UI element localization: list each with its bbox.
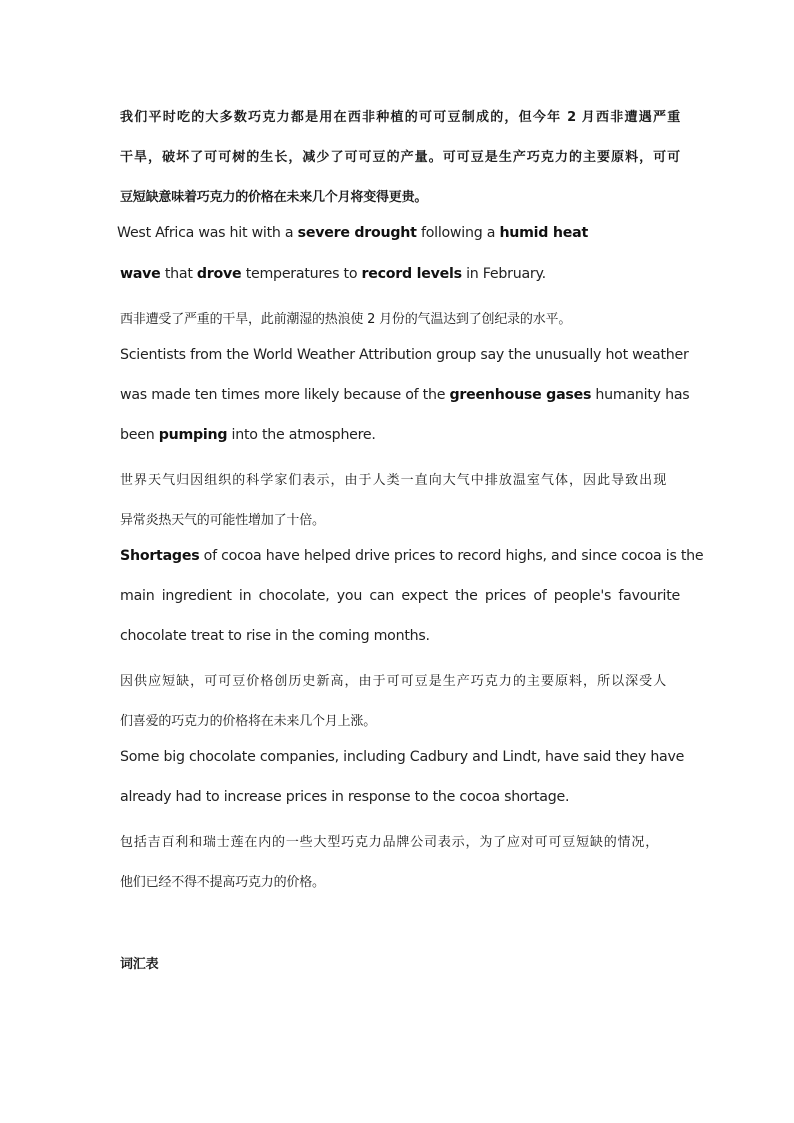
paragraph-1-en-line-2 — [120, 266, 680, 282]
paragraph-2-zh-line-1: 世界天气归因组织的科学家们表示，由于人类一直向大气中排放温室气体，因此导致出现 — [120, 473, 666, 488]
keyword-shortages: Shortages — [120, 548, 200, 564]
paragraph-2-zh-line-2: 异常炎热天气的可能性增加了十倍。 — [120, 513, 325, 528]
vocabulary-heading: 词汇表 — [120, 957, 159, 972]
paragraph-4-zh-line-2: 他们已经不得不提高巧克力的价格。 — [120, 875, 325, 890]
keyword-humid-heat: humid heat — [499, 225, 588, 241]
paragraph-1-en-line-1 — [117, 225, 677, 241]
text-span: into the atmosphere. — [227, 427, 376, 443]
paragraph-2-en-line-1: Scientists from the World Weather Attribution group say the unusually hot weather — [120, 347, 689, 363]
intro-line-2: 干旱，破坏了可可树的生长，减少了可可豆的产量。可可豆是生产巧克力的主要原料，可可 — [120, 150, 680, 165]
text-span: in February. — [461, 266, 546, 282]
paragraph-1-zh: 西非遭受了严重的干旱，此前潮湿的热浪使 2 月份的气温达到了创纪录的水平。 — [120, 312, 572, 327]
keyword-drove: drove — [196, 266, 242, 282]
text-span: of cocoa have helped drive prices to record highs, and since cocoa is the — [199, 548, 704, 564]
paragraph-3-zh-line-2: 们喜爱的巧克力的价格将在未来几个月上涨。 — [120, 714, 377, 729]
paragraph-2-en-line-3 — [120, 427, 680, 443]
paragraph-3-en-line-3: chocolate treat to rise in the coming months. — [120, 628, 430, 644]
text-span: West Africa was hit with a — [117, 225, 298, 241]
paragraph-4-zh-line-1: 包括吉百利和瑞士莲在内的一些大型巧克力品牌公司表示，为了应对可可豆短缺的情况， — [120, 835, 658, 850]
paragraph-3-en-line-2: main ingredient in chocolate, you can expect the prices of people's favourite — [120, 588, 680, 604]
intro-line-3: 豆短缺意味着巧克力的价格在未来几个月将变得更贵。 — [120, 190, 428, 205]
text-span: been — [120, 427, 159, 443]
paragraph-4-en-line-2: already had to increase prices in response to the cocoa shortage. — [120, 789, 570, 805]
keyword-wave: wave — [120, 266, 161, 282]
keyword-pumping: pumping — [158, 427, 228, 443]
keyword-severe-drought: severe drought — [297, 225, 417, 241]
text-span: humanity has — [591, 387, 690, 403]
text-span: temperatures to — [241, 266, 362, 282]
keyword-record-levels: record levels — [361, 266, 462, 282]
paragraph-3-en-line-1 — [120, 548, 704, 564]
paragraph-3-zh-line-1: 因供应短缺，可可豆价格创历史新高，由于可可豆是生产巧克力的主要原料，所以深受人 — [120, 674, 666, 689]
text-span: was made ten times more likely because of the — [120, 387, 450, 403]
text-span: following a — [416, 225, 500, 241]
intro-line-1: 我们平时吃的大多数巧克力都是用在西非种植的可可豆制成的，但今年 2 月西非遭遇严重 — [120, 110, 680, 125]
keyword-greenhouse-gases: greenhouse gases — [449, 387, 592, 403]
paragraph-4-en-line-1: Some big chocolate companies, including Cadbury and Lindt, have said they have — [120, 749, 685, 765]
paragraph-2-en-line-2 — [120, 387, 690, 403]
text-span: that — [160, 266, 197, 282]
